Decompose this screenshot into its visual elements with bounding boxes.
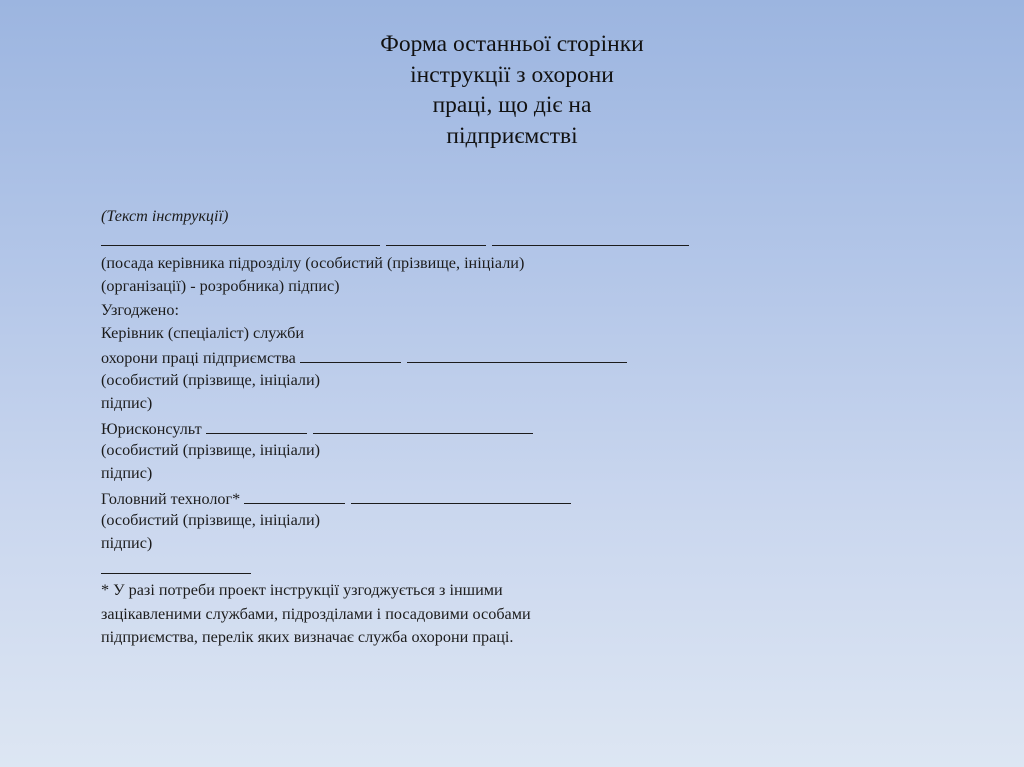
signature-blank-line[interactable] — [300, 345, 401, 363]
signature-caption-line: (особистий (прізвище, ініціали) — [101, 440, 321, 459]
safety-head-label-cont: охорони праці підприємства — [101, 349, 296, 368]
slide-title — [312, 29, 712, 151]
footnote-line: * У разі потреби проект інструкції узгоджується з іншими — [101, 581, 503, 600]
position-blank-line[interactable] — [101, 228, 380, 246]
developer-caption-line: (посада керівника підрозділу (особистий (прізвище, ініціали) — [101, 253, 525, 272]
footnote-line: зацікавленими службами, підрозділами і посадовими особами — [101, 604, 531, 623]
footnote-line: підприємства, перелік яких визначає служба охорони праці. — [101, 628, 514, 647]
name-blank-line[interactable] — [492, 228, 689, 246]
name-blank-line[interactable] — [313, 416, 533, 434]
signature-blank-line[interactable] — [206, 416, 307, 434]
safety-head-label: Керівник (спеціаліст) служби — [101, 323, 305, 342]
title-line: праці, що діє на — [432, 92, 592, 118]
title-line: інструкції з охорони — [410, 61, 614, 88]
title-line: Форма останньої сторінки — [380, 31, 644, 57]
developer-signature-row — [101, 228, 721, 251]
footnote-separator — [101, 556, 721, 579]
technologist-signature-row — [101, 486, 721, 509]
signature-caption-line: підпис) — [101, 394, 153, 413]
technologist-label: Головний технолог* — [101, 489, 241, 508]
name-blank-line[interactable] — [407, 345, 627, 363]
signature-caption-line: (особистий (прізвище, ініціали) — [101, 511, 321, 530]
developer-caption-line: (організації) - розробника) підпис) — [101, 277, 340, 296]
signature-blank-line[interactable] — [244, 486, 345, 504]
signature-caption-line: підпис) — [101, 534, 153, 553]
lawyer-label: Юрисконсульт — [101, 419, 202, 438]
signature-caption-line: (особистий (прізвище, ініціали) — [101, 370, 321, 389]
name-blank-line[interactable] — [351, 486, 571, 504]
approved-label: Узгоджено: — [101, 300, 179, 319]
form-body — [101, 205, 721, 649]
title-line: підприємстві — [446, 122, 578, 149]
lawyer-signature-row — [101, 416, 721, 439]
separator-line — [101, 556, 251, 574]
instruction-text-placeholder: (Текст інструкції) — [101, 207, 229, 225]
safety-head-signature-row — [101, 345, 721, 368]
signature-caption-line: підпис) — [101, 464, 153, 483]
signature-blank-line[interactable] — [386, 228, 486, 246]
